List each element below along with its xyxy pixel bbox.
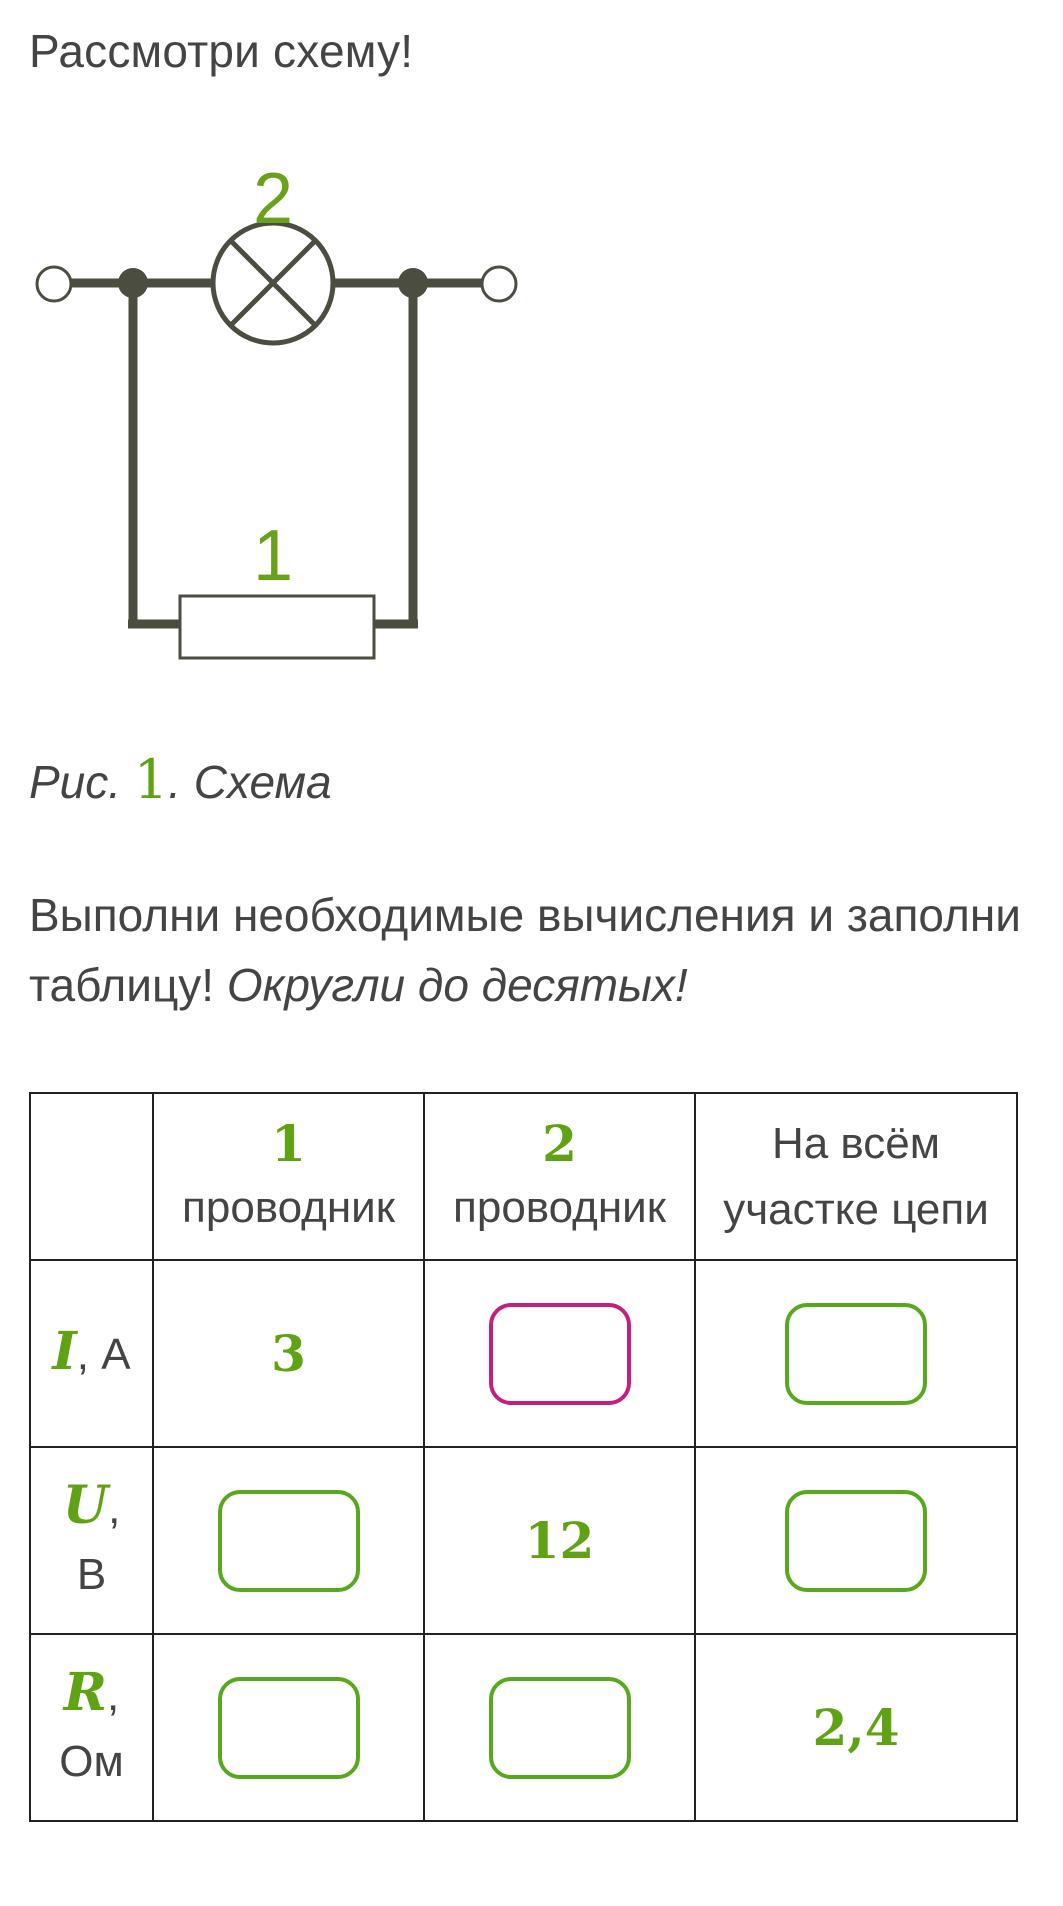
table-cell — [424, 1634, 695, 1821]
table-cell — [695, 1447, 1017, 1634]
table-row-voltage — [30, 1447, 1017, 1634]
table-row-resistance — [30, 1634, 1017, 1821]
quantity-unit: А — [101, 1330, 131, 1379]
table-cell — [424, 1260, 695, 1447]
task-emphasis: Округли до десятых! — [226, 959, 688, 1011]
table-cell — [153, 1634, 424, 1821]
intro-text: Рассмотри схему! — [29, 25, 414, 77]
answer-input-resistance-1[interactable] — [218, 1677, 360, 1779]
header-text: На всём участке цепи — [723, 1118, 989, 1234]
resistor-label: 1 — [252, 516, 294, 596]
quantity-label — [31, 1475, 152, 1608]
quantity-label-cell — [30, 1634, 153, 1821]
table-cell — [153, 1447, 424, 1634]
answer-input-voltage-total[interactable] — [785, 1490, 927, 1592]
answer-input-current-total[interactable] — [785, 1303, 927, 1405]
caption-number: 1 — [133, 748, 169, 811]
terminal-right — [482, 267, 516, 301]
quantity-label — [52, 1321, 131, 1382]
table-cell — [695, 1260, 1017, 1447]
unit-separator: , — [108, 1484, 121, 1533]
answer-input-resistance-2[interactable] — [489, 1677, 631, 1779]
quantity-label — [31, 1662, 152, 1795]
header-text: проводник — [453, 1182, 666, 1232]
quantity-symbol: U — [62, 1475, 109, 1536]
quantity-symbol: R — [63, 1662, 107, 1723]
answer-input-current-2[interactable] — [489, 1303, 631, 1405]
given-value: 2,4 — [812, 1698, 900, 1757]
unit-separator: , — [106, 1671, 120, 1720]
resistor-symbol — [180, 596, 374, 658]
task-instruction — [29, 880, 1039, 1020]
given-value: 3 — [271, 1324, 306, 1383]
quantity-symbol: I — [52, 1321, 77, 1382]
lamp-label: 2 — [252, 159, 294, 239]
table-header-row — [30, 1093, 1017, 1260]
table-cell — [153, 1260, 424, 1447]
terminal-left — [37, 267, 71, 301]
header-whole-circuit — [695, 1093, 1017, 1260]
header-conductor-2 — [424, 1093, 695, 1260]
caption-prefix: Рис. — [29, 756, 134, 808]
circuit-svg — [20, 150, 540, 680]
figure-caption — [29, 748, 332, 811]
junction-node-right — [398, 268, 428, 298]
quantity-unit: Ом — [59, 1737, 124, 1786]
task-text: Выполни необходимые вычисления и заполни таблицу! — [29, 889, 1021, 1011]
quantity-label-cell — [30, 1260, 153, 1447]
table-cell — [424, 1447, 695, 1634]
table-row-current — [30, 1260, 1017, 1447]
header-text: проводник — [182, 1182, 395, 1232]
given-value: 12 — [524, 1511, 595, 1570]
header-corner-cell — [30, 1093, 153, 1260]
quantity-label-cell — [30, 1447, 153, 1634]
answer-table — [29, 1092, 1018, 1822]
header-number: 1 — [271, 1113, 306, 1173]
table-cell — [695, 1634, 1017, 1821]
header-conductor-1 — [153, 1093, 424, 1260]
caption-suffix: . Схема — [168, 756, 332, 808]
circuit-diagram — [20, 150, 540, 680]
junction-node-left — [118, 268, 148, 298]
answer-input-voltage-1[interactable] — [218, 1490, 360, 1592]
header-number: 2 — [542, 1113, 577, 1173]
unit-separator: , — [76, 1330, 102, 1379]
quantity-unit: В — [76, 1550, 107, 1599]
